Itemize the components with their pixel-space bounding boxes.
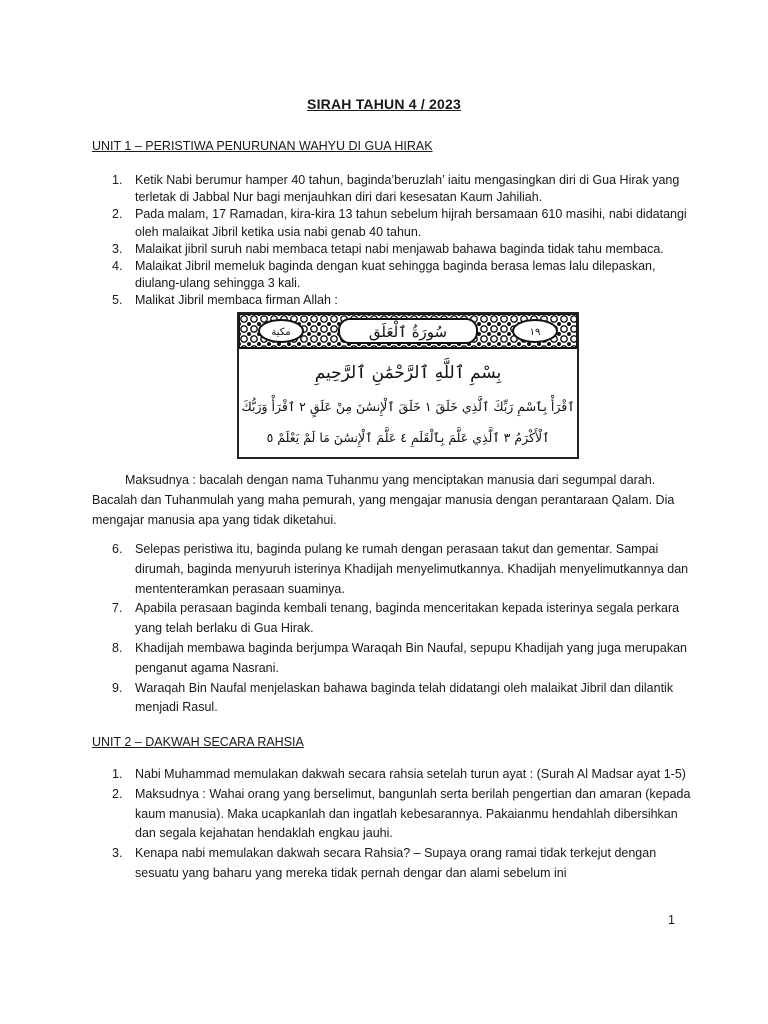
list-text: Selepas peristiwa itu, baginda pulang ke rumah dengan perasaan takut dan gementar. Sampai dirumah, baginda menyuruh isterinya Khadijah menyelimutkannya. Khadijah menyelimutkannya dan mententeramkan perasaan suaminya.: [135, 542, 689, 596]
page-number: 1: [668, 913, 675, 927]
unit2-heading: UNIT 2 – DAKWAH SECARA RAHSIA: [92, 735, 304, 749]
verse-line-2: ٱلْأَكْرَمُ ٣ ٱلَّذِي عَلَّمَ بِٱلْقَلَمِ ٤ عَلَّمَ ٱلْإِنسَٰنَ مَا لَمْ يَعْلَمْ ٥: [266, 430, 550, 445]
page-title: SIRAH TAHUN 4 / 2023: [307, 96, 461, 112]
list-item: [92, 540, 692, 599]
svg-text:١٩: ١٩: [529, 327, 541, 338]
list-text: Waraqah Bin Naufal menjelaskan bahawa baginda telah didatangi oleh malaikat Jibril dan dilantik menjadi Rasul.: [135, 680, 674, 715]
basmala: بِسْمِ ٱللَّهِ ٱلرَّحْمَٰنِ ٱلرَّحِيمِ: [314, 363, 502, 383]
unit1-list-b: [92, 540, 692, 718]
list-text: Maksudnya : Wahai orang yang berselimut, bangunlah serta berilah pengertian dan amaran (kepada kaum manusia). Maka ucapkanlah dan ingatlah kebesarannya. Pakaianmu hendahlah dibersihkan dan segala kejahatan hendaklah engkau jauhi.: [135, 786, 691, 841]
unit2-list: [92, 765, 692, 884]
medallion-left-icon: [259, 320, 303, 342]
list-number: 4.: [112, 259, 123, 274]
list-text: Nabi Muhammad memulakan dakwah secara rahsia setelah turun ayat : (Surah Al Madsar ayat 1-5): [135, 767, 686, 781]
list-text: Pada malam, 17 Ramadan, kira-kira 13 tahun sebelum hijrah bersamaan 610 masihi, nabi didatangi oleh malaikat Jibril ketika usia nabi genab 40 tahun.: [135, 207, 687, 239]
list-item: [92, 785, 692, 844]
list-text: Malikat Jibril membaca firman Allah :: [135, 293, 338, 308]
medallion-right-icon: [513, 320, 557, 342]
list-text: Apabila perasaan baginda kembali tenang, baginda menceritakan kepada isterinya segala perkara yang telah berlaku di Gua Hirak.: [135, 601, 680, 636]
list-number: 8.: [112, 640, 123, 655]
list-item: [92, 599, 692, 639]
list-text: Kenapa nabi memulakan dakwah secara Rahsia? – Supaya orang ramai tidak terkejut dengan sesuatu yang baharu yang mereka tidak pernah dengar dan alami sebelum ini: [135, 846, 657, 880]
maksudnya-paragraph: Maksudnya : bacalah dengan nama Tuhanmu yang menciptakan manusia dari segumpal darah. Bacalah dan Tuhanmulah yang maha pemurah, yang mengajar manusia dengan perantaraan Qalam. Dia mengajar manusia apa yang tidak diketahui.: [92, 473, 675, 527]
list-item: [92, 765, 692, 785]
list-text: Khadijah membawa baginda berjumpa Waraqah Bin Naufal, sepupu Khadijah yang juga merupakan penganut agama Nasrani.: [135, 640, 687, 675]
list-number: 6.: [112, 542, 123, 556]
list-number: 9.: [112, 680, 123, 695]
list-number: 2.: [112, 207, 123, 222]
list-text: Malaikat Jibril memeluk baginda dengan kuat sehingga baginda berasa lemas lalu dilepaskan, diulang-ulang sehingga 3 kali.: [135, 259, 656, 291]
list-item: [92, 292, 692, 309]
list-number: 5.: [112, 293, 123, 308]
list-number: 3.: [112, 846, 123, 861]
list-item: [92, 206, 692, 240]
quran-verse-image: [237, 312, 579, 459]
list-item: [92, 679, 692, 719]
surah-name: سُورَةُ ٱلْعَلَق: [368, 323, 448, 341]
list-item: [92, 258, 692, 292]
list-number: 2.: [112, 786, 123, 801]
verse-line-1: ٱقْرَأْ بِٱسْمِ رَبِّكَ ٱلَّذِي خَلَقَ ١ خَلَقَ ٱلْإِنسَٰنَ مِنْ عَلَقٍ ٢ ٱقْرَأْ وَرَبُّكَ: [241, 399, 575, 414]
list-number: 3.: [112, 241, 123, 256]
unit1-list-a: [92, 172, 692, 310]
list-text: Ketik Nabi berumur hamper 40 tahun, baginda’beruzlah’ iaitu mengasingkan diri di Gua Hirak yang terletak di Jabbal Nur bagi menjauhkan diri dari kesesatan Kaum Jahiliah.: [135, 173, 680, 205]
list-item: [92, 241, 692, 258]
list-item: [92, 639, 692, 679]
list-text: Malaikat jibril suruh nabi membaca tetapi nabi menjawab bahawa baginda tidak tahu membaca.: [135, 241, 664, 256]
list-number: 1.: [112, 173, 123, 187]
list-item: [92, 844, 692, 884]
list-item: [92, 172, 692, 206]
unit1-heading: UNIT 1 – PERISTIWA PENURUNAN WAHYU DI GUA HIRAK: [92, 139, 433, 153]
svg-text:مكية: مكية: [271, 327, 291, 338]
list-number: 1.: [112, 767, 123, 781]
list-number: 7.: [112, 601, 123, 616]
